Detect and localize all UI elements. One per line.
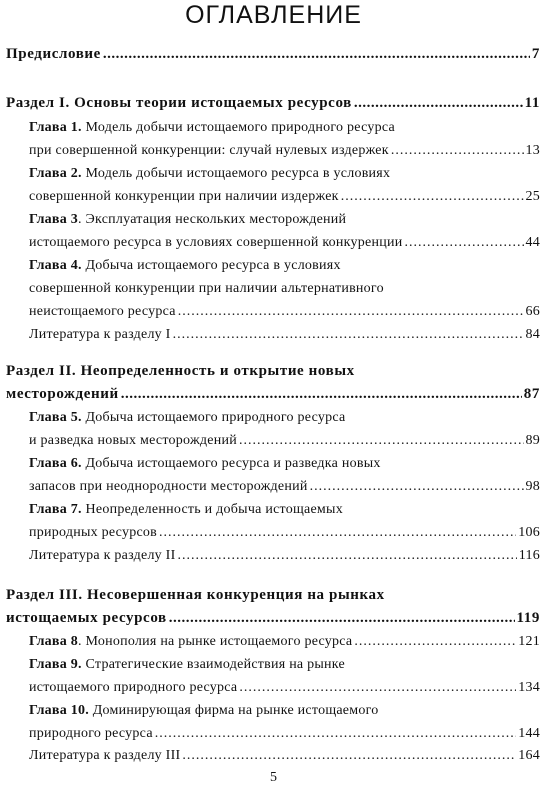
toc-chapter-10-line-1 — [29, 701, 379, 720]
page-ref: 116 — [518, 548, 540, 563]
chapter-label: Глава 5. — [29, 410, 82, 425]
toc-section-1[interactable] — [6, 93, 540, 113]
toc-chapter-5[interactable] — [29, 431, 540, 450]
chapter-title: запасов при неоднородности месторождений — [29, 479, 308, 494]
page-ref: 89 — [525, 433, 540, 448]
chapter-title: природных ресурсов — [29, 525, 158, 540]
literature-text: Литература к разделу II — [29, 548, 176, 563]
chapter-title: истощаемого природного ресурса — [29, 680, 238, 695]
literature-text: Литература к разделу I — [29, 327, 171, 342]
toc-chapter-3[interactable] — [29, 233, 540, 252]
chapter-label: Глава 8 — [29, 634, 78, 649]
chapter-title: природного ресурса — [29, 726, 153, 741]
page-title: ОГЛАВЛЕНИЕ — [185, 1, 362, 29]
toc-chapter-2[interactable] — [29, 187, 540, 206]
dot-leader — [404, 233, 523, 252]
page-ref: 134 — [518, 680, 540, 695]
chapter-title: Модель добычи истощаемого природного ресурса — [85, 120, 395, 135]
toc-chapter-3-line-1 — [29, 210, 346, 229]
section-title: месторождений — [6, 386, 119, 402]
dot-leader — [391, 141, 524, 160]
toc-chapter-7-line-1 — [29, 500, 343, 519]
dot-leader — [341, 187, 524, 206]
chapter-title: истощаемого ресурса в условиях совершенной конкуренции — [29, 235, 403, 250]
chapter-title: . Эксплуатация нескольких месторождений — [78, 212, 347, 227]
preface-text: Предисловие — [6, 46, 101, 62]
chapter-label: Глава 9. — [29, 657, 82, 672]
chapter-title: . Монополия на рынке истощаемого ресурса — [78, 634, 353, 649]
page-ref: 66 — [525, 304, 540, 319]
page-ref: 121 — [518, 634, 540, 649]
chapter-label: Глава 1. — [29, 120, 82, 135]
chapter-title: Стратегические взаимодействия на рынке — [85, 657, 345, 672]
chapter-label: Глава 10. — [29, 703, 89, 718]
toc-chapter-9-line-1 — [29, 655, 345, 674]
toc-chapter-1-line-1 — [29, 118, 395, 137]
dot-leader — [155, 724, 516, 743]
toc-chapter-1[interactable] — [29, 141, 540, 160]
toc-entry-preface[interactable] — [6, 44, 540, 64]
dot-leader — [121, 384, 522, 404]
toc-literature-2[interactable] — [29, 546, 540, 565]
page-ref: 98 — [525, 479, 540, 494]
page-ref: 11 — [524, 95, 540, 111]
dot-leader — [182, 746, 516, 765]
chapter-title: совершенной конкуренции при наличии издержек — [29, 189, 339, 204]
toc-chapter-4-line-1 — [29, 256, 341, 275]
dot-leader — [354, 93, 523, 113]
chapter-label: Глава 6. — [29, 456, 82, 471]
dot-leader — [173, 325, 524, 344]
toc-chapter-8[interactable] — [29, 632, 540, 651]
dot-leader — [169, 608, 515, 628]
page-ref: 44 — [525, 235, 540, 250]
toc-chapter-4[interactable] — [29, 302, 540, 321]
toc-chapter-7[interactable] — [29, 523, 540, 542]
chapter-title: Доминирующая фирма на рынке истощаемого — [92, 703, 379, 718]
page-ref: 87 — [523, 386, 540, 402]
toc-literature-3[interactable] — [29, 746, 540, 765]
page-ref: 106 — [518, 525, 540, 540]
chapter-title: Добыча истощаемого природного ресурса — [85, 410, 346, 425]
dot-leader — [239, 431, 524, 450]
chapter-title: неистощаемого ресурса — [29, 304, 176, 319]
dot-leader — [239, 678, 516, 697]
chapter-title: Модель добычи истощаемого ресурса в условиях — [85, 166, 391, 181]
page-number: 5 — [270, 770, 277, 785]
chapter-label: Глава 2. — [29, 166, 82, 181]
toc-chapter-6-line-1 — [29, 454, 381, 473]
page-ref: 13 — [525, 143, 540, 158]
page-ref: 164 — [518, 748, 540, 763]
toc-chapter-2-line-1 — [29, 164, 390, 183]
dot-leader — [178, 302, 524, 321]
toc-chapter-9[interactable] — [29, 678, 540, 697]
section-title: истощаемых ресурсов — [6, 610, 167, 626]
dot-leader — [178, 546, 517, 565]
dot-leader — [310, 477, 524, 496]
toc-section-2-line-1: Раздел II. Неопределенность и открытие новых — [6, 363, 355, 379]
chapter-label: Глава 4. — [29, 258, 82, 273]
page-ref: 84 — [525, 327, 540, 342]
toc-chapter-5-line-1 — [29, 408, 345, 427]
toc-chapter-10[interactable] — [29, 724, 540, 743]
chapter-title: Добыча истощаемого ресурса и разведка новых — [85, 456, 381, 471]
dot-leader — [103, 44, 530, 64]
toc-literature-1[interactable] — [29, 325, 540, 344]
chapter-label: Глава 3 — [29, 212, 78, 227]
toc-chapter-4-line-2: совершенной конкуренции при наличии альтернативного — [29, 281, 384, 296]
dot-leader — [354, 632, 516, 651]
literature-text: Литература к разделу III — [29, 748, 181, 763]
toc-section-3[interactable] — [6, 608, 540, 628]
chapter-title: и разведка новых месторождений — [29, 433, 237, 448]
toc-section-3-line-1: Раздел III. Несовершенная конкуренция на рынках — [6, 587, 385, 603]
page-ref: 25 — [525, 189, 540, 204]
chapter-title: Добыча истощаемого ресурса в условиях — [85, 258, 341, 273]
toc-chapter-6[interactable] — [29, 477, 540, 496]
chapter-title: Неопределенность и добыча истощаемых — [85, 502, 343, 517]
chapter-title: при совершенной конкуренции: случай нулевых издержек — [29, 143, 389, 158]
page-ref: 7 — [531, 46, 540, 62]
page-ref: 144 — [518, 726, 540, 741]
section-title: Раздел I. Основы теории истощаемых ресурсов — [6, 95, 352, 111]
toc-section-2[interactable] — [6, 384, 540, 404]
page-ref: 119 — [516, 610, 540, 626]
dot-leader — [159, 523, 516, 542]
chapter-label: Глава 7. — [29, 502, 82, 517]
